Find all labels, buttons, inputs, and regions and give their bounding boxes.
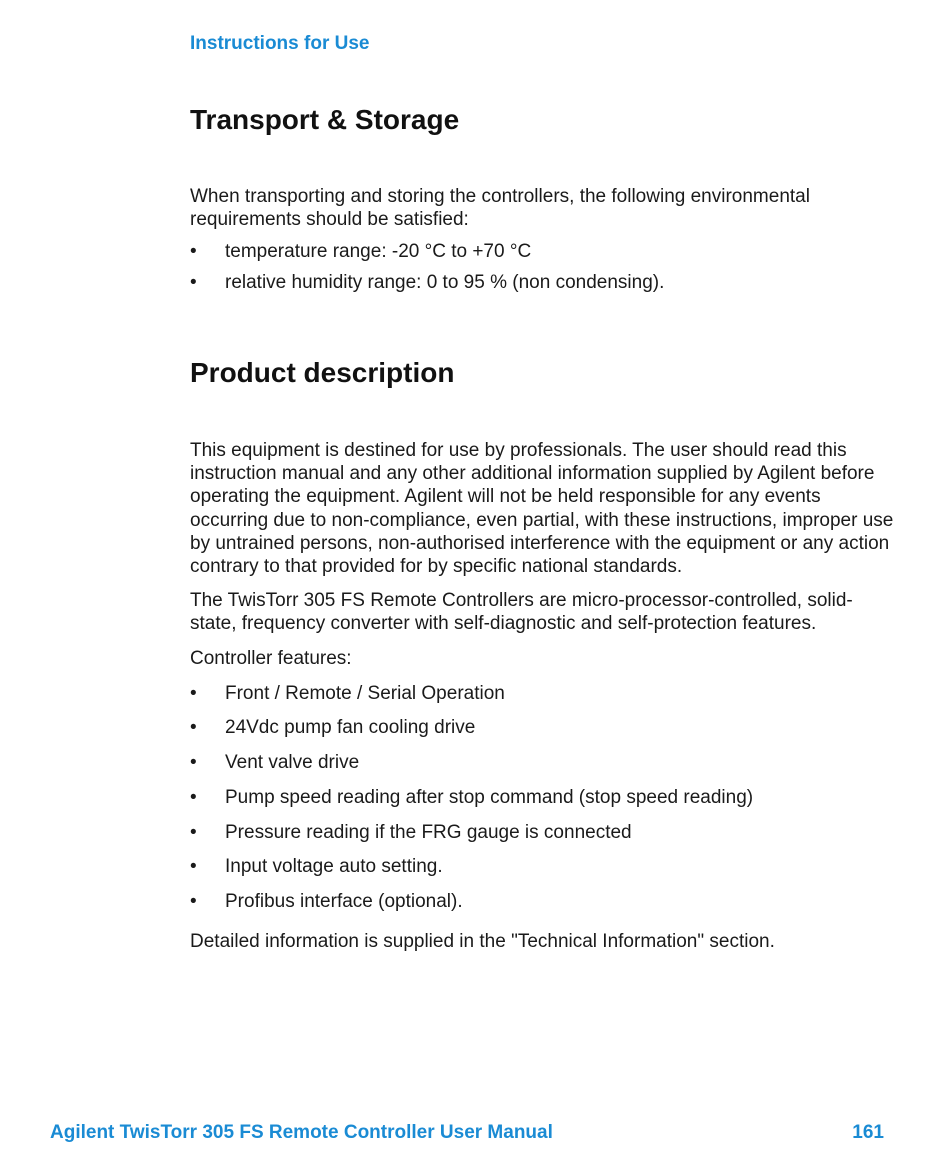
paragraph-line: contrary to that provided for by specific national standards.	[190, 556, 683, 578]
list-item-text: Pressure reading if the FRG gauge is connected	[225, 822, 632, 843]
list-item-text: Front / Remote / Serial Operation	[225, 683, 505, 704]
transport-intro-line: requirements should be satisfied:	[190, 209, 469, 231]
bullet-icon: •	[190, 717, 197, 738]
paragraph-line: This equipment is destined for use by professionals. The user should read this	[190, 440, 847, 461]
bullet-icon: •	[190, 787, 197, 808]
features-label: Controller features:	[190, 648, 352, 669]
list-item-text: Profibus interface (optional).	[225, 891, 463, 912]
closing-paragraph: Detailed information is supplied in the "Technical Information" section.	[190, 931, 775, 952]
bullet-icon: •	[190, 856, 197, 877]
running-header: Instructions for Use	[190, 33, 370, 54]
transport-intro-line: When transporting and storing the controllers, the following environmental	[190, 186, 810, 207]
footer-manual-title: Agilent TwisTorr 305 FS Remote Controller User Manual	[50, 1122, 553, 1143]
transport-intro	[190, 185, 900, 231]
bullet-icon: •	[190, 822, 197, 843]
paragraph-line: instruction manual and any other additional information supplied by Agilent before	[190, 463, 875, 485]
section-heading-transport-storage: Transport & Storage	[190, 104, 460, 135]
paragraph-line: The TwisTorr 305 FS Remote Controllers are micro-processor-controlled, solid-	[190, 590, 853, 611]
paragraph-line: by untrained persons, non-authorised interference with the equipment or any action	[190, 532, 890, 554]
paragraph-line: state, frequency converter with self-diagnostic and self-protection features.	[190, 613, 817, 635]
bullet-icon: •	[190, 891, 197, 912]
page-number: 161	[852, 1122, 884, 1143]
product-paragraph-2	[190, 589, 900, 635]
list-item-text: temperature range: -20 °C to +70 °C	[225, 241, 532, 262]
bullet-icon: •	[190, 683, 197, 704]
list-item-text: 24Vdc pump fan cooling drive	[225, 717, 476, 738]
list-item-text: Pump speed reading after stop command (stop speed reading)	[225, 787, 754, 808]
bullet-icon: •	[190, 752, 197, 773]
list-item-text: Vent valve drive	[225, 752, 360, 773]
bullet-icon: •	[190, 241, 197, 262]
paragraph-line: operating the equipment. Agilent will not be held responsible for any events	[190, 486, 821, 508]
list-item-text: relative humidity range: 0 to 95 % (non condensing).	[225, 272, 665, 293]
product-paragraph-1	[190, 439, 900, 578]
list-item-text: Input voltage auto setting.	[225, 856, 443, 877]
section-heading-product-description: Product description	[190, 357, 455, 388]
bullet-icon: •	[190, 272, 197, 293]
paragraph-line: occurring due to non-compliance, even partial, with these instructions, improper use	[190, 509, 894, 531]
